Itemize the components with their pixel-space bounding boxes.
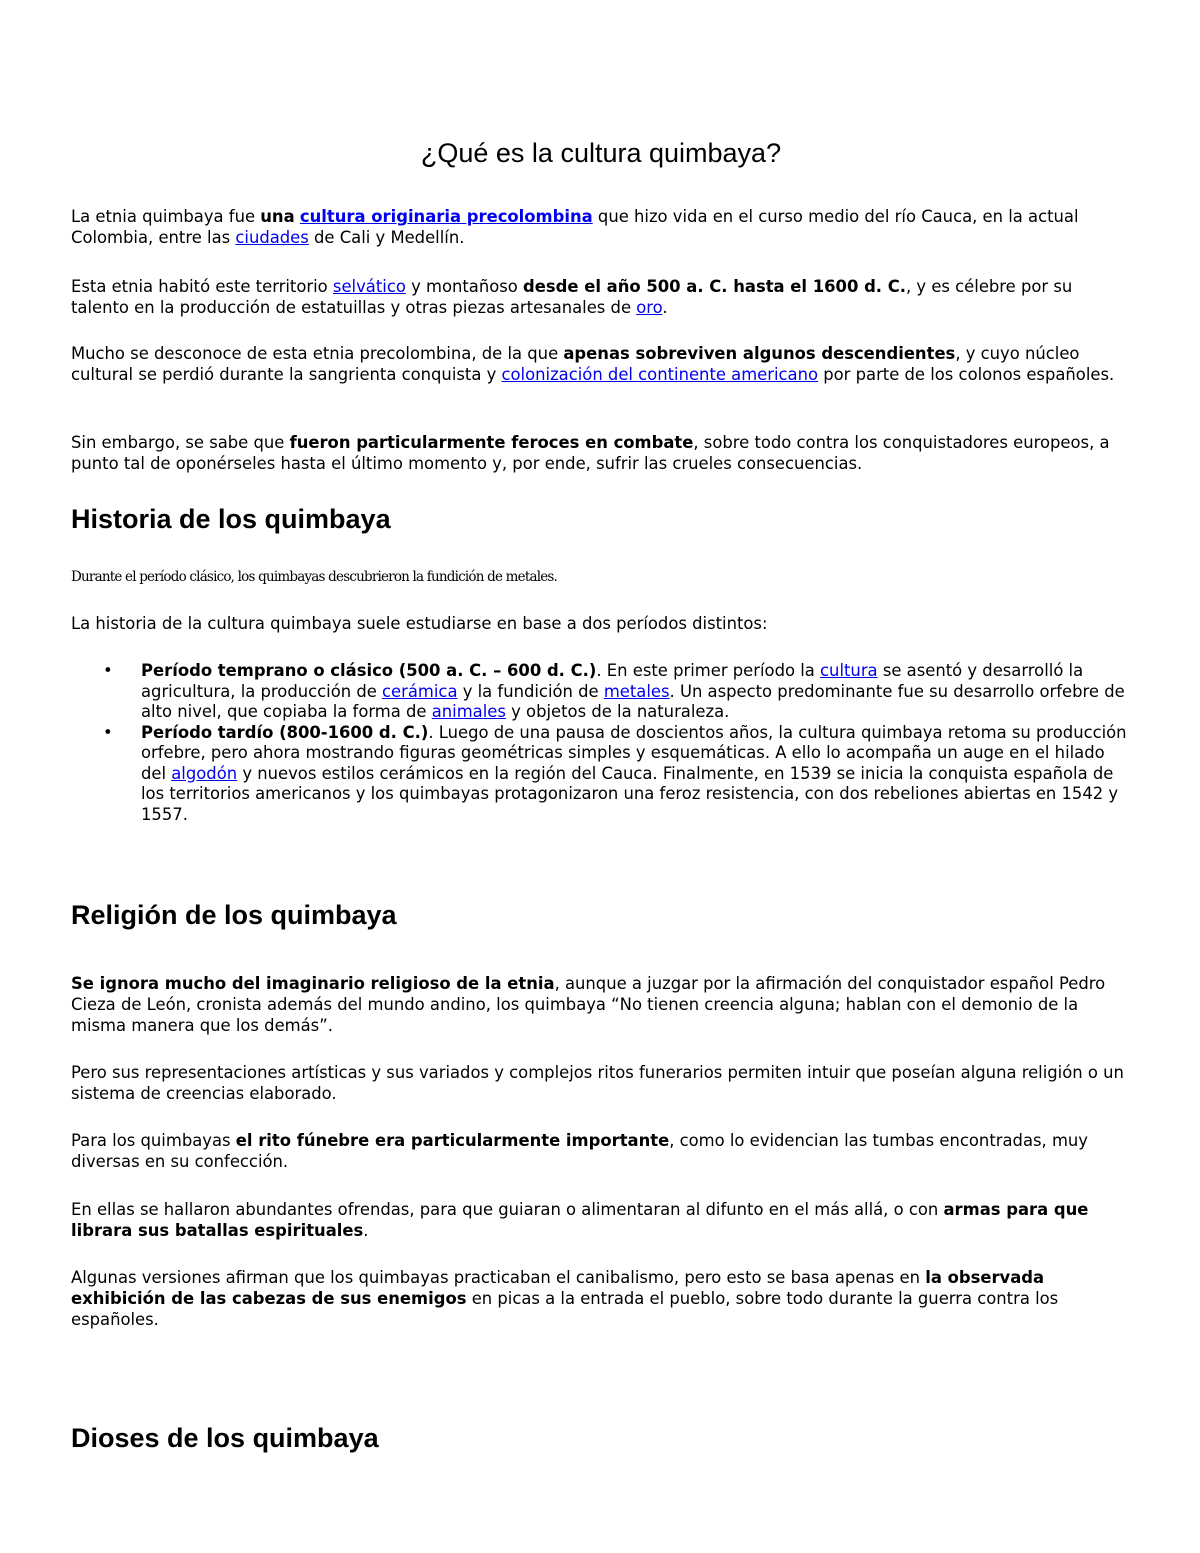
- intro-paragraph-1: [71, 206, 1131, 248]
- bold-text: armas para que librara sus batallas espirituales: [71, 1200, 1089, 1240]
- bold-text: apenas sobreviven algunos descendientes: [563, 344, 956, 363]
- text-run: La etnia quimbaya fue: [71, 207, 261, 226]
- list-item-periodo-temprano: [71, 661, 1131, 723]
- link-animales[interactable]: animales: [431, 702, 506, 721]
- heading-dioses: Dioses de los quimbaya: [71, 1423, 379, 1453]
- text-run: .: [662, 298, 668, 317]
- page-title: ¿Qué es la cultura quimbaya?: [420, 138, 782, 168]
- text-run: , sobre todo contra los conquistadores europeos, a punto tal de oponérseles hasta el último momento y, por ende, sufrir las crueles consecuencias.: [71, 433, 1110, 473]
- bold-text: desde el año 500 a. C. hasta el 1600 d. C.: [523, 277, 906, 296]
- link-cultura-originaria[interactable]: cultura originaria precolombina: [299, 207, 593, 226]
- religion-paragraph-5: [71, 1267, 1131, 1330]
- bold-text: fueron particularmente feroces en combate: [289, 433, 694, 452]
- link-metales[interactable]: metales: [603, 681, 670, 701]
- text-run: que hizo vida en el curso medio del río Cauca, en la actual Colombia, entre las: [71, 207, 1079, 247]
- intro-paragraph-3: [71, 343, 1131, 385]
- text-run: , y cuyo núcleo cultural se perdió durante la sangrienta conquista y: [71, 344, 1080, 384]
- heading-religion: Religión de los quimbaya: [71, 900, 397, 930]
- text-run: . Un aspecto predominante fue su desarrollo orfebre de alto nivel, que copiaba la forma de: [141, 681, 1125, 721]
- text-run: En ellas se hallaron abundantes ofrendas, para que guiaran o alimentaran al difunto en el más allá, o con: [71, 1200, 944, 1219]
- bold-text: Se ignora mucho del imaginario religioso de la etnia: [71, 974, 555, 993]
- bold-text: Período temprano o clásico (500 a. C. – 600 d. C.): [141, 661, 597, 680]
- link-algodon[interactable]: algodón: [171, 763, 238, 783]
- list-item-periodo-tardio: [71, 723, 1131, 826]
- religion-paragraph-4: [71, 1199, 1131, 1241]
- text-run: y montañoso: [405, 277, 524, 296]
- text-run: Esta etnia habitó este territorio: [71, 277, 333, 296]
- historia-paragraph-1: La historia de la cultura quimbaya suele estudiarse en base a dos períodos distintos:: [71, 614, 768, 633]
- text-run: de Cali y Medellín.: [308, 228, 465, 247]
- text-run: en picas a la entrada el pueblo, sobre todo durante la guerra contra los españoles.: [71, 1289, 1059, 1329]
- link-colonizacion[interactable]: colonización del continente americano: [501, 365, 819, 384]
- link-ceramica[interactable]: cerámica: [382, 681, 458, 701]
- bullet-icon: •: [103, 722, 113, 742]
- text-run: Sin embargo, se sabe que: [71, 433, 290, 452]
- text-run: Mucho se desconoce de esta etnia precolombina, de la que: [71, 344, 564, 363]
- heading-historia: Historia de los quimbaya: [71, 504, 391, 534]
- intro-paragraph-4: [71, 432, 1131, 474]
- link-cultura[interactable]: cultura: [820, 661, 878, 680]
- bold-text: la observada exhibición de las cabezas de sus enemigos: [71, 1268, 1045, 1308]
- religion-paragraph-2: Pero sus representaciones artísticas y sus variados y complejos ritos funerarios permiten intuir que poseían alguna religión o un sistema de creencias elaborado.: [71, 1063, 1124, 1103]
- text-run: , como lo evidencian las tumbas encontradas, muy diversas en su confección.: [71, 1131, 1088, 1171]
- bold-text: el rito fúnebre era particularmente importante: [235, 1131, 670, 1150]
- text-run: y objetos de la naturaleza.: [505, 702, 730, 721]
- religion-paragraph-3: [71, 1130, 1131, 1172]
- bullet-icon: •: [103, 661, 113, 680]
- periods-list: [71, 661, 1131, 825]
- text-run: y nuevos estilos cerámicos en la región del Cauca. Finalmente, en 1539 se inicia la conquista española de los territorios americanos y los quimbayas protagonizaron una feroz resistencia, con dos rebeliones abiertas en 1542 y 1557.: [141, 763, 1119, 824]
- text-run: . Luego de una pausa de doscientos años, la cultura quimbaya retoma su producción orfebre, pero ahora mostrando figuras geométricas simples y esquemáticas. A ello lo acompaña un auge en el hilado del: [141, 722, 1127, 783]
- text-run: , aunque a juzgar por la afirmación del conquistador español Pedro Cieza de León, cronista además del mundo andino, los quimbaya “No tienen creencia alguna; hablan con el demonio de la misma manera que los demás”.: [71, 974, 1106, 1035]
- bold-text: una: [260, 207, 295, 226]
- intro-paragraph-2: [71, 276, 1131, 318]
- bold-text: Período tardío (800-1600 d. C.): [141, 722, 429, 742]
- image-caption: Durante el período clásico, los quimbayas descubrieron la fundición de metales.: [71, 569, 558, 585]
- text-run: Algunas versiones afirman que los quimbayas practicaban el canibalismo, pero esto se basa apenas en: [71, 1268, 926, 1287]
- text-run: y la fundición de: [457, 681, 604, 701]
- text-run: , y es célebre por su talento en la producción de estatuillas y otras piezas artesanales de: [71, 277, 1073, 317]
- text-run: se asentó y desarrolló la agricultura, la producción de: [141, 661, 1084, 701]
- text-run: .: [363, 1221, 369, 1240]
- text-run: por parte de los colonos españoles.: [818, 365, 1115, 384]
- religion-paragraph-1: [71, 973, 1131, 1036]
- link-oro[interactable]: oro: [636, 298, 663, 317]
- link-selvatico[interactable]: selvático: [332, 277, 406, 296]
- text-run: . En este primer período la: [596, 661, 821, 680]
- text-run: Para los quimbayas: [71, 1131, 236, 1150]
- link-ciudades[interactable]: ciudades: [235, 228, 309, 247]
